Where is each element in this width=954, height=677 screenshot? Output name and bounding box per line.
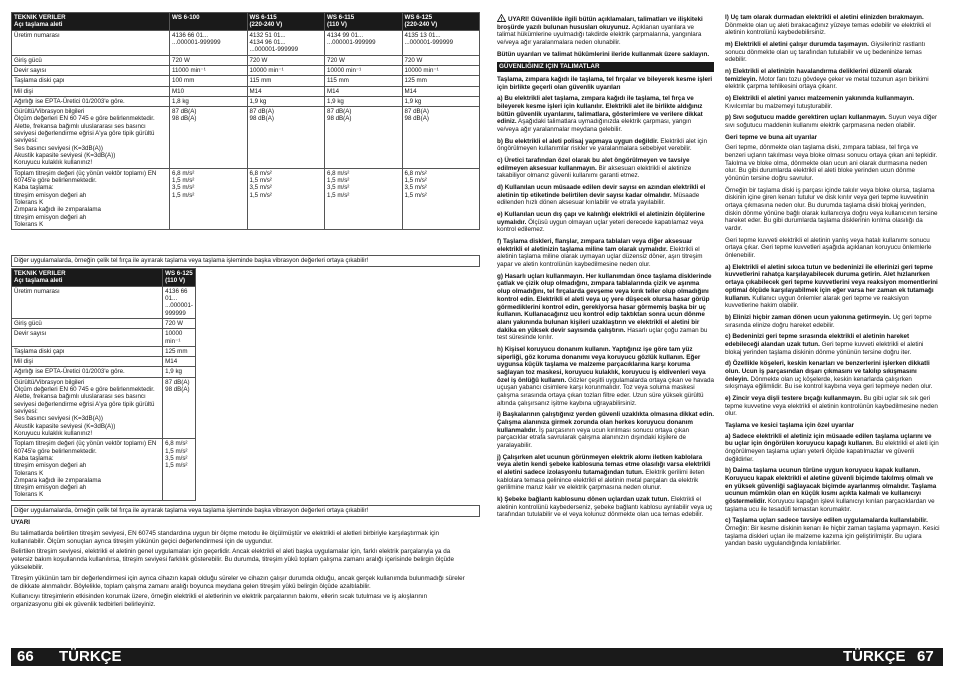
table-row [12, 86, 480, 96]
instruction-paragraph: d) Kullanılan ucun müsaade edilen devir sayısı en azından elektrikli el aletinin tip etiketinde belirtilen devir sayısı kadar olmalıdır. Müsaade edilenden hızlı dönen aksesuar kırılabilir ve etrafa yayılabilir. [497, 184, 706, 207]
table-row [12, 107, 480, 169]
table-cell: 6,8 m/s² 1,5 m/s² 3,5 m/s² 1,5 m/s² [170, 168, 248, 230]
table-cell: 4136 66 01... ...000001-999999 [163, 286, 196, 318]
table-cell: Mil dişi [12, 86, 170, 96]
table-cell: 720 W [170, 55, 248, 65]
table-cell: 125 mm [163, 346, 196, 356]
table-row [12, 30, 480, 55]
safety-header: GÜVENLIĞINIZ IÇIN TALIMATLAR [497, 62, 714, 72]
table-cell: 115 mm [247, 76, 325, 86]
vibration-note-1: Diğer uygulamalarda, örneğin çelik tel fırça ile ayırarak taşlama veya taşlama işleminde başka vibrasyon değerleri ortaya çıkabilir! [11, 255, 480, 267]
table-row [12, 439, 196, 501]
table-cell: 720 W [163, 318, 196, 328]
instruction-paragraph: j) Çalışırken alet ucunun görünmeyen elektrik akımı iletken kablolara veya aletin kendi şebeke kablosuna temas etme olasılığı varsa elektrikli el aletini sadece izolasyonlu tutamağından tutun. Elektrik gerilimi ileten kablolara temasa gelinince elektrikli el aletinin metal parçaları da elektrik gerilimine maruz kalır ve elektrik çarpmasına neden olunur. [497, 453, 711, 492]
table-cell: 10000 min⁻¹ [325, 65, 403, 75]
table-header-row [12, 269, 196, 287]
svg-text:!: ! [500, 16, 503, 22]
table-row [12, 55, 480, 65]
instruction-paragraph: Geri tepme, dönmekte olan taşlama diski, zımpara tablası, tel fırça ve benzeri uçların takılması veya bloke olması sonucu ortaya çıkan ani tepkidir. Takılma ve bloke olma, dönmekte olan ucun ani olarak durmasına neden olur. Bu gibi durumlarda elektrikli el aleti bloke yerinden ucun dönme yönünün tersine doğru savrulur. [725, 144, 938, 183]
table-cell: Devir sayısı [12, 329, 163, 347]
table-header-cell: WS 6-115 (110 V) [325, 13, 403, 31]
table-row [12, 168, 480, 230]
instruction-paragraph: f) Taşlama diskleri, flanşlar, zımpara tablaları veya diğer aksesuar elektrikli el aletinizin taşlama miline tam olarak uymalıdır. Elektrikli el aletinin taşlama miline olarak uymayan uçlar düzensiz döner, aşırı titreşim yapar ve aletin kontrolünün kaybedilmesine neden olur. [497, 238, 703, 269]
right-column-1 [497, 14, 714, 523]
instruction-paragraph: Bütün uyarıları ve talimat hükümlerini ileride kullanmak üzere saklayın. [497, 50, 710, 58]
table-cell: 6,8 m/s² 1,5 m/s² 3,5 m/s² 1,5 m/s² [325, 168, 403, 230]
table-cell: 720 W [402, 55, 480, 65]
table-cell: Üretim numarası [12, 30, 170, 55]
table-cell: Ağırlığı ise EPTA-Üretici 01/2003'e göre. [12, 96, 170, 106]
table-cell: 100 mm [170, 76, 248, 86]
table-cell: Giriş gücü [12, 55, 170, 65]
table-cell: 1,9 kg [247, 96, 325, 106]
kickback-title: Geri tepme ve buna ait uyarılar [725, 133, 818, 141]
table-row [12, 357, 196, 367]
instruction-paragraph: g) Hasarlı uçları kullanmayın. Her kullanımdan önce taşlama disklerinde çatlak ve çizik olup olmadığını, zımpara tablalarında çizik ve aşınma olup olmadığını, tel fırçalarda gevşeme veya kırık teller olup olmadığını kontrol edin. Elektrikli el aleti veya uç yere düşecek olursa hasar görüp görmediklerini kontrol edin, gerekiyorsa hasar görmemiş başka bir uç kullanın. Kullanacağınız ucu kontrol edip taktıktan sonra ucun dönme alanı yakınında bulunan kişileri uzaklaştırın ve elektrikli el aletini bir dakika en yüksek devir sayısında çalıştırın. Hasarlı uçlar çoğu zaman bu test süresinde kırılır. [497, 272, 712, 342]
instruction-paragraph: k) Şebeke bağlantı kablosunu dönen uçlardan uzak tutun. Elektrikli el aletinin kontrolünü kaybederseniz, şebeke bağlantı kablosu ayrılabilir veya uç tarafından tutulabilir ve el veya kolunuz dönmekte olan uca temas edebilir. [497, 495, 713, 519]
table-cell: Ağırlığı ise EPTA-Üretici 01/2003'e göre. [12, 367, 163, 377]
footer-bar [11, 648, 477, 666]
instruction-paragraph: e) Kullanılan ucun dış çapı ve kalınlığı elektrikli el aletinizin ölçülerine uymalıdır. Ölçüsü uygun olmayan uçlar yeteri derecede kapatılamaz veya kontrol edilemez. [497, 211, 705, 234]
table-header-cell: TEKNIK VERILER Açı taşlama aleti [12, 13, 170, 31]
warning-paragraph: Belirtilen titreşim seviyesi, elektrikli el aletinin genel uygulamaları için geçerlidir. Ancak elektrikli el aleti başka uygulamalar için, farklı elektrik parçalarıyla ya da yetersiz bakım koşullarında kullanılırsa, titreşim seviyesi farklılık gösterebilir. Bu durumda, titreşim yükü toplam çalışma zamanı aralığı içerisinde belirgin ölçüde yükselebilir. [11, 548, 455, 571]
table-cell: 10000 min⁻¹ [247, 65, 325, 75]
table-cell: 87 dB(A) 98 dB(A) [247, 107, 325, 169]
table-cell: 4135 13 01... ...000001-999999 [402, 30, 480, 55]
table-cell: Devir sayısı [12, 65, 170, 75]
table-cell: 87 dB(A) 98 dB(A) [163, 377, 196, 439]
grinding-title: Taşlama ve kesici taşlama için özel uyarılar [725, 421, 855, 429]
table-cell: Taşlama diski çapı [12, 76, 170, 86]
instruction-paragraph: p) Sıvı soğutucu madde gerektiren uçları kullanmayın. Suyun veya diğer sıvı soğutucu maddenin kullanımı elektrik çarpmasına neden olabilir. [725, 114, 938, 130]
instruction-paragraph: Taşlama, zımpara kağıdı ile taşlama, tel fırçalar ve bileyerek kesme işleri için birlikte geçerli olan güvenlik uyarıları [497, 76, 713, 91]
table-cell: 1,9 kg [325, 96, 403, 106]
table-cell: Toplam titreşim değeri (üç yönün vektör toplamı) EN 60745'e göre belirlenmektedir. Kaba taşlama: titreşim emisyon değeri ah Tolerans K Zımpara kağıdı ile zımparalama titreşim emisyon değeri ah Tolerans K [12, 168, 170, 230]
instruction-paragraph: c) Üretici tarafından özel olarak bu alet öngörülmeyen ve tavsiye edilmeyen aksesuar kullanmayın. Bir aksesuarı elektrikli el aletinize takabiliyor olmanız güvenli kullanımı garanti etmez. [497, 157, 692, 180]
table-cell: 87 dB(A) 98 dB(A) [325, 107, 403, 169]
instruction-paragraph: d) Özellikle köşeleri, keskin kenarları ve benzerlerini işlerken dikkatli olun. Ucun iş parçasından dışarı çıkmasını ve takılıp sıkışmasını önleyin. Dönmekte olan uç köşelerde, keskin kenarlarda çalışırken sıkışmaya eğilimlidir. Bu ise kontrol kaybına veya geri tepmeye neden olur. [725, 360, 933, 391]
table-cell: 10000 min⁻¹ [402, 65, 480, 75]
instruction-paragraph: l) Uç tam olarak durmadan elektrikli el aletini elinizden bırakmayın. Dönmekte olan uç aleti bırakacağınız yüzeye temas edebilir ve elektrikli el aletinin kontrolünü kaybedebilirsiniz. [725, 14, 931, 37]
footer-language: TÜRKÇE [59, 648, 122, 665]
table-cell: Üretim numarası [12, 286, 163, 318]
warning-title: UYARI [11, 519, 31, 526]
vibration-note-2: Diğer uygulamalarda, örneğin çelik tel fırça ile ayırarak taşlama veya taşlama işleminde başka vibrasyon değerleri ortaya çıkabilir! [11, 505, 480, 517]
instruction-paragraph: c) Bedeninizi geri tepme sırasında elektrikli el aletinin hareket edebileceği alandan uzak tutun. Geri tepme kuvveti elektrikli el aletini blokaj yerinden taşlama diskinin dönme yönünün tersine doğru iter. [725, 333, 924, 356]
table-row [12, 329, 196, 347]
instruction-paragraph: b) Elinizi hiçbir zaman dönen ucun yakınına getirmeyin. Uç geri tepme sırasında elinize doğru hareket edebilir. [725, 313, 932, 329]
instruction-paragraph: n) Elektrikli el aletinizin havalandırma deliklerini düzenli olarak temizleyin. Motor fanı tozu gövdeye çeker ve metal tozunun aşırı birikimi elektrik çarpma tehlikesini ortaya çıkarır. [725, 68, 929, 91]
table-cell: 4132 51 01... 4134 96 01... ...000001-999999 [247, 30, 325, 55]
table-header-cell: TEKNIK VERILER Açı taşlama aleti [12, 269, 163, 287]
warning-paragraph: Titreşim yükünün tam bir değerlendirmesi için ayrıca cihazın kapalı olduğu süreler ve cihazın çalışır durumda olduğu, ancak gerçek kullanımda bulunmadığı süreler de dikkate alınmalıdır. Böylelikle, toplam çalışma zamanı aralığı boyunca meydana gelen titreşim yükü belirgin ölçüde azaltılabilir. [11, 574, 465, 590]
right-page [477, 0, 954, 677]
table-cell: 4136 66 01... ...000001-999999 [170, 30, 248, 55]
table-row [12, 96, 480, 106]
table-cell: 87 dB(A) 98 dB(A) [402, 107, 480, 169]
right-column-2 [725, 14, 940, 552]
instruction-paragraph: a) Elektrikli el aletini sıkıca tutun ve bedeninizi ile ellerinizi geri tepme kuvvetlerini rahatça karşılayabilecek duruma getirin. Alet hızlanırken ortaya çıkabilecek geri tepme kuvvetlerini veya reaksiyon momentlerini optimal ölçüde karşılayabilmek için eğer varsa her zaman ek tutamağı kullanın. Kullanıcı uygun önlemler alarak geri tepme ve reaksiyon kuvvetlerine hakim olabilir. [725, 263, 938, 310]
table-cell: Gürültü/Vibrasyon bilgileri Ölçüm değerleri EN 60 745 e göre belirlenmektedir. Alette, frekansa bağımlı uluslararası ses basıncı seviyesi değerlendirme eğrisi A'ya göre tipik gürültü seviyesi: Ses basıncı seviyesi (K=3dB(A)) Akustik kapasite seviyesi (K=3dB(A)) Koruyucu kulaklık kullanınız! [12, 107, 170, 169]
page-number: 66 [17, 648, 34, 665]
instruction-paragraph: a) Sadece elektrikli el aletiniz için müsaade edilen taşlama uçlarını ve bu uçlar için öngörülen koruyucu kapağı kullanın. Bu elektrikli el aleti için öngörülmeyen taşlama uçları yeterli ölçüde kapatılmazlar ve güvenli değildirler. [725, 432, 939, 463]
table-cell: M14 [163, 357, 196, 367]
instruction-paragraph: m) Elektrikli el aletini çalışır durumda taşımayın. Giysileriniz rastlantı sonucu dönmekte olan uç tarafından tutulabilir ve uç bedeninize temas edebilir. [725, 41, 926, 64]
table-cell: 11000 min⁻¹ [170, 65, 248, 75]
table-row [12, 76, 480, 86]
technical-data-table-1 [11, 12, 480, 230]
warning-section [11, 519, 469, 612]
instruction-paragraph: i) Başkalarının çalıştığınız yerden güvenli uzaklıkta olmasına dikkat edin. Çalışma alanınıza girmek zorunda olan herkes koruyucu donanım kullanmalıdır. İş parçasının veya ucun kırılması sonucu ortaya çıkan parçacıklar etrafa savrularak çalışma alanınızın dışındaki kişilere de yaralayabilir. [497, 411, 714, 449]
instruction-paragraph: Geri tepme kuvveti elektrikli el aletinin yanlış veya hatalı kullanımı sonucu ortaya çıkar. Geri tepme kuvvetleri aşağıda açıklanan koruyucu önlemlerle önlenebilir. [725, 236, 932, 260]
table-cell: 1,9 kg [402, 96, 480, 106]
instruction-paragraph: ! UYARI! Güvenlikle ilgili bütün açıklamaları, talimatları ve ilişkiteki broşürde yazılı bulunan hususları okuyunuz. Açıklanan uyarılara ve talimat hükümlerine uyulmadığı takdirde elektrik çarpmalarına, yangınlara ve/veya ağır yaralanmalara neden olunabilir. [497, 16, 703, 47]
instruction-paragraph: c) Taşlama uçları sadece tavsiye edilen uygulamalarda kullanılabilir. Örneğin: Bir kesme diskinin kenarı ile hiçbir zaman taşlama yapmayın. Kesici taşlama diskleri uçları ile malzeme kazıma için geliştirilmiştir. Bu uçlara yandan baskı uygulandığında kırılabilirler. [725, 517, 940, 548]
instruction-paragraph: h) Kişisel koruyucu donanım kullanın. Yaptığınız işe göre tam yüz siperliği, göz koruma donanımı veya koruyucu gözlük kullanın. Eğer uygunsa küçük taşlama ve malzeme parçacıklarına karşı koruma sağlayan toz maskesi, koruyucu kulaklık, koruyucu iş eldivenleri veya özel iş önlüğü kullanın. Gözler çeşitli uygulamalarda ortaya çıkan ve havada uçuşan yabancı cisimlere karşı korunmalıdır. Toz veya soluma maskesi çalışma sırasında ortaya çıkan tozları filtre eder. Uzun süre yüksek gürültü altında çalışırsanız işitme kaybına uğrayabilirsiniz. [497, 345, 714, 407]
table-row [12, 65, 480, 75]
instruction-paragraph: o) Elektrikli el aletini yanıcı malzemenin yakınında kullanmayın. Kıvılcımlar bu malzemeyi tutuşturabilir. [725, 95, 914, 110]
table-cell: 6,8 m/s² 1,5 m/s² 3,5 m/s² 1,5 m/s² [163, 439, 196, 501]
footer-bar [477, 648, 943, 666]
table-cell: 115 mm [325, 76, 403, 86]
warning-paragraph: Bu talimatlarda belirtilen titreşim seviyesi, EN 60745 standardına uygun bir ölçme metodu ile ölçülmüştür ve elektrikli el aletleri birbiriyle karşılaştırmak için kullanılabilir. Ölçüm sonuçları ayrıca titreşim yükünün geçici değerlendirmesi için de uygundur. [11, 529, 440, 545]
table-cell: Gürültü/Vibrasyon bilgileri Ölçüm değerleri EN 60 745 e göre belirlenmektedir. Alette, frekansa bağımlı uluslararası ses basıncı seviyesi değerlendirme eğrisi A'ya göre tipik gürültü seviyesi: Ses basıncı seviyesi (K=3dB(A)) Akustik kapasite seviyesi (K=3dB(A)) Koruyucu kulaklık kullanınız! [12, 377, 163, 439]
footer-language: TÜRKÇE [843, 648, 906, 665]
table-cell: 87 dB(A) 98 dB(A) [170, 107, 248, 169]
instruction-paragraph: e) Zincir veya dişli testere bıçağı kullanmayın. Bu gibi uçlar sık sık geri tepme kuvvetine veya elektrikli el aletinin kontrolünün kaybedilmesine neden olur. [725, 394, 938, 418]
instruction-paragraph: a) Bu elektrikli alet taşlama, zımpara kağıdı ile taşlama, tel fırça ve bileyerek kesme işleri için kullanılır. Elektrikli alet ile birlikte aldığınız bütün güvenlik uyarılarını, talimatlara, gösterimlere ve verilere dikkat ediniz. Aşağıdaki talimatlara uymadığınızda elektrik çarpması, yangın ve/veya ağır yaralanmalar meydana gelebilir. [497, 95, 703, 134]
table-cell: M10 [170, 86, 248, 96]
table-cell: 720 W [247, 55, 325, 65]
table-row [12, 286, 196, 318]
table-cell: Toplam titreşim değeri (üç yönün vektör toplamı) EN 60745'e göre belirlenmektedir. Kaba taşlama: titreşim emisyon değeri ah Tolerans K Zımpara kağıdı ile zımparalama titreşim emisyon değeri ah Tolerans K [12, 439, 163, 501]
table-cell: Taşlama diski çapı [12, 346, 163, 356]
table-row [12, 377, 196, 439]
table-cell: 4134 99 01... ...000001-999999 [325, 30, 403, 55]
table-row [12, 318, 196, 328]
instruction-paragraph: b) Bu elektrikli el aleti polisaj yapmaya uygun değildir. Elektrikli alet için öngörülmeyen kullanımlar riskler ve yaralanmalara sebebiyet verebilir. [497, 137, 707, 153]
warning-triangle-icon [497, 14, 506, 22]
table-cell: M14 [247, 86, 325, 96]
table-header-cell: WS 6-125 (220-240 V) [402, 13, 480, 31]
table-header-cell: WS 6-100 [170, 13, 248, 31]
page-number: 67 [917, 648, 934, 665]
table-cell: M14 [402, 86, 480, 96]
table-row [12, 346, 196, 356]
table-cell: Giriş gücü [12, 318, 163, 328]
table-cell: 6,8 m/s² 1,5 m/s² 3,5 m/s² 1,5 m/s² [402, 168, 480, 230]
instruction-paragraph: Örneğin bir taşlama diski iş parçası içinde takılır veya bloke olursa, taşlama diskinin içine giren kenarı tutulur ve disk kırılır veya geri tepme kuvvetinin ortaya çıkmasına neden olur. Bu durumda taşlama diski blokaj yerinden, diskin dönme yönüne bağlı olarak kullanıcıya doğru veya kullanıcının tersine hareket eder. Bu gibi durumlarda taşlama disklerinin kırılma olasılığı da vardır. [725, 186, 938, 233]
instruction-paragraph: b) Daima taşlama ucunun türüne uygun koruyucu kapak kullanın. Koruyucu kapak elektrikli el aletine güvenli biçimde takılmış olmalı ve en yüksek güvenliği sağlayacak biçimde ayarlanmış olmalıdır. Taşlama ucunun mümkün olan en küçük kısmı açıkta kalmalı ve kullanıcıyı göstermelidir. Koruyucu kapağın işlevi kullanıcıyı kırılan parçacıklardan ve taşlama ucu ile tesadüfi temastan korumaktır. [725, 467, 937, 513]
table-cell: 720 W [325, 55, 403, 65]
table-cell: 125 mm [402, 76, 480, 86]
warning-paragraph: Kullanıcıyı titreşimlerin etkisinden korumak üzere, örneğin elektrikli el aletlerinin ve elektrik parçalarının bakımı, ellerin sıcak tutulması ve iş akışlarının organizasyonu gibi ek güvenlik tedbirleri belirleyiniz. [11, 593, 428, 609]
table-cell: 10000 min⁻¹ [163, 329, 196, 347]
table-cell: 1,9 kg [163, 367, 196, 377]
table-cell: M14 [325, 86, 403, 96]
table-cell: 6,8 m/s² 1,5 m/s² 3,5 m/s² 1,5 m/s² [247, 168, 325, 230]
table-header-cell: WS 6-115 (220-240 V) [247, 13, 325, 31]
table-header-row [12, 13, 480, 31]
technical-data-table-2 [11, 268, 196, 501]
table-cell: 1,8 kg [170, 96, 248, 106]
table-row [12, 367, 196, 377]
table-cell: Mil dişi [12, 357, 163, 367]
table-header-cell: WS 6-125 (110 V) [163, 269, 196, 287]
